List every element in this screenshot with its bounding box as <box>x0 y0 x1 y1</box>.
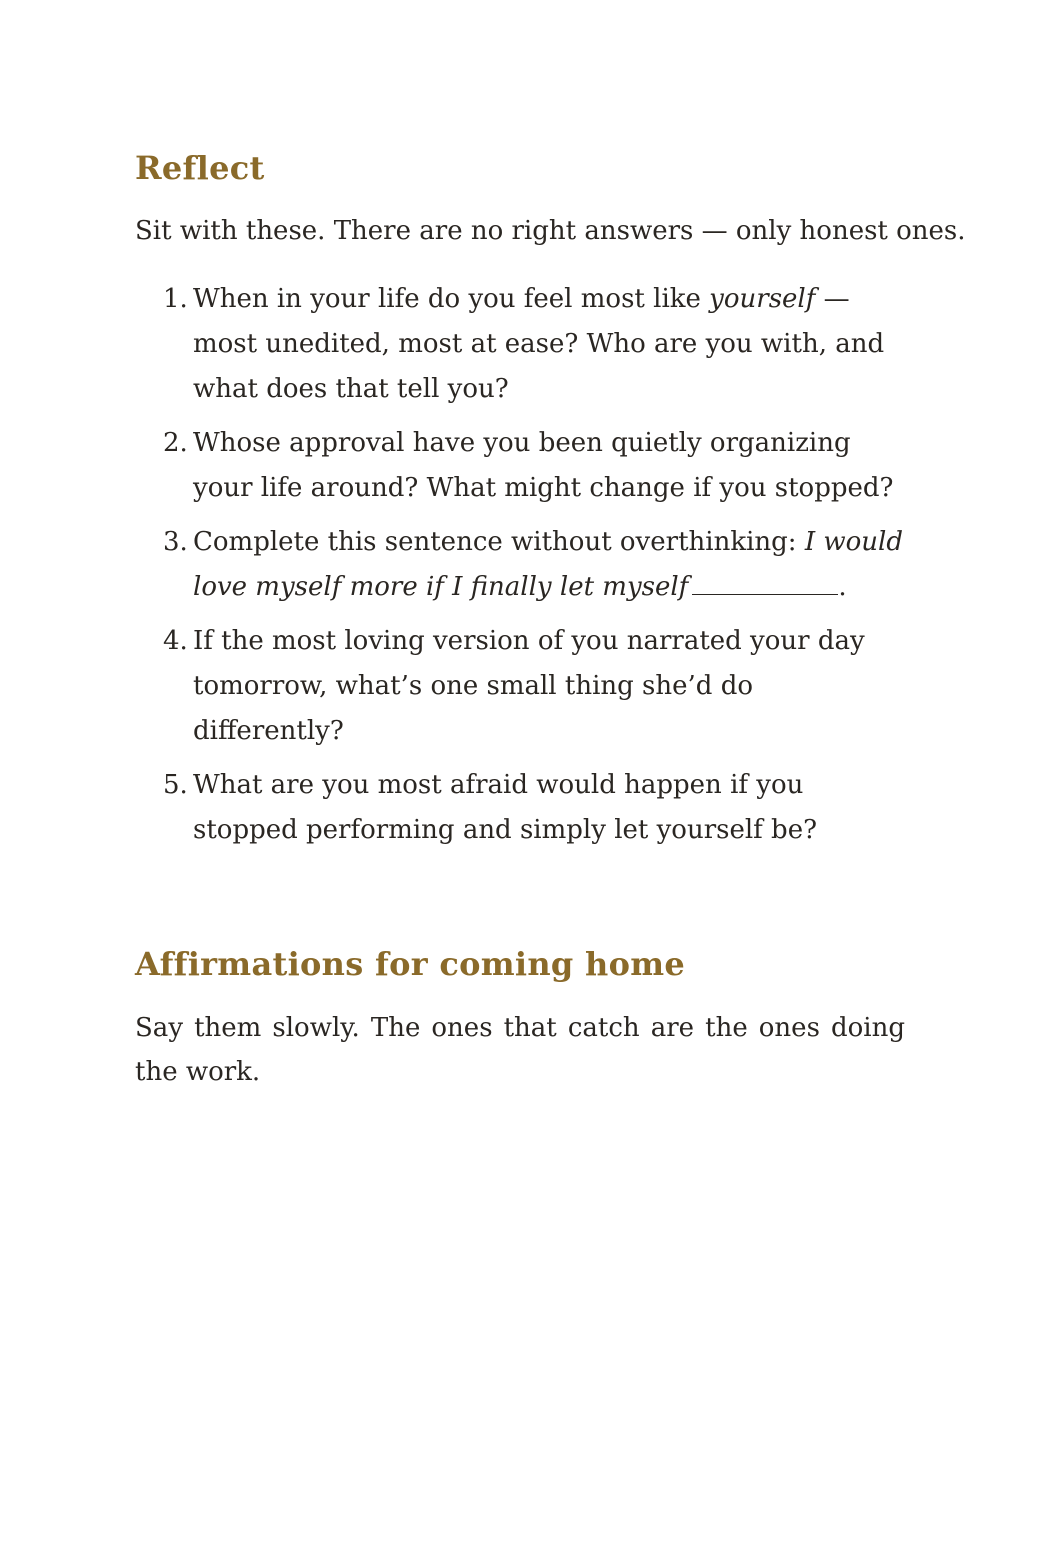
prompt-text-end: — most unedited, most at ease? Who are you with, and what does that tell you? <box>193 284 885 404</box>
prompt-emphasis: I would love myself more if I finally let myself <box>193 527 903 602</box>
list-item-number: 1. <box>163 284 188 314</box>
list-item <box>135 520 905 610</box>
prompt-text-start: When in your life do you feel most like <box>193 284 710 314</box>
prompt-text-end: . <box>838 572 847 602</box>
reflect-intro: Sit with these. There are no right answers — only honest ones. <box>135 216 966 246</box>
prompt-text: What are you most afraid would happen if you stopped performing and simply let yourself be? <box>193 770 818 845</box>
list-item-number: 4. <box>163 626 188 656</box>
list-item-number: 3. <box>163 527 188 557</box>
list-item <box>135 619 905 754</box>
list-item-number: 2. <box>163 428 188 458</box>
reflection-prompts-list <box>135 277 905 862</box>
prompt-emphasis: yourself <box>709 284 816 314</box>
prompt-text-start: Complete this sentence without overthinking: <box>193 527 805 557</box>
reflect-heading: Reflect <box>135 149 265 187</box>
fill-in-blank-line <box>692 566 838 595</box>
affirmations-intro: Say them slowly. The ones that catch are the ones doing the work. <box>135 1013 905 1087</box>
affirmations-heading: Affirmations for coming home <box>135 945 686 983</box>
list-item <box>135 277 905 412</box>
prompt-text: Whose approval have you been quietly organizing your life around? What might change if you stopped? <box>193 428 894 503</box>
list-item-number: 5. <box>163 770 188 800</box>
list-item <box>135 421 905 511</box>
prompt-text: If the most loving version of you narrated your day tomorrow, what’s one small thing she’d do differently? <box>193 626 865 746</box>
list-item <box>135 763 905 853</box>
